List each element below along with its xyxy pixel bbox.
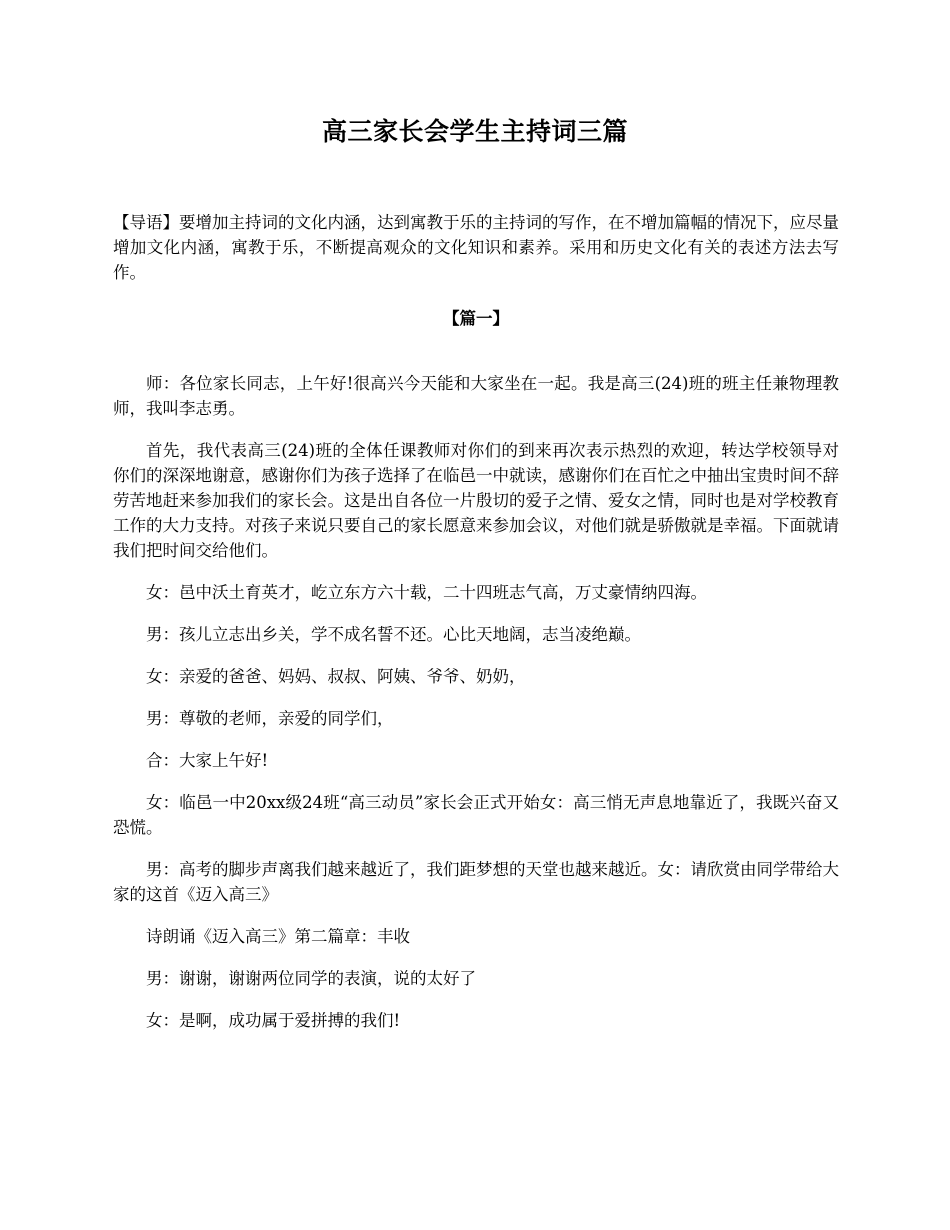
- paragraph: 女：是啊，成功属于爱拼搏的我们!: [146, 1011, 401, 1030]
- paragraph: 诗朗诵《迈入高三》第二篇章：丰收: [146, 927, 410, 946]
- document-title: 高三家长会学生主持词三篇: [321, 117, 628, 146]
- paragraph: 男：尊敬的老师，亲爱的同学们，: [146, 709, 394, 728]
- intro-paragraph: 【导语】要增加主持词的文化内涵，达到寓教于乐的主持词的写作，在不增加篇幅的情况下，应尽量增加文化内涵，寓教于乐，不断提高观众的文化知识和素养。采用和历史文化有关的表述方法去写作。: [113, 213, 839, 282]
- document-body: [113, 210, 839, 1050]
- paragraph: 首先，我代表高三(24)班的全体任课教师对你们的到来再次表示热烈的欢迎，转达学校领导对你们的深深地谢意，感谢你们为孩子选择了在临邑一中就读，感谢你们在百忙之中抽出宝贵时间不辞劳苦地赶来参加我们的家长会。这是出自各位一片殷切的爱子之情、爱女之情，同时也是对学校教育工作的大力支持。对孩子来说只要自己的家长愿意来参加会议，对他们就是骄傲就是幸福。下面就请我们把时间交给他们。: [113, 441, 839, 560]
- paragraph: 女：亲爱的爸爸、妈妈、叔叔、阿姨、爷爷、奶奶，: [146, 667, 526, 686]
- paragraph: 师：各位家长同志，上午好!很高兴今天能和大家坐在一起。我是高三(24)班的班主任兼物理教师，我叫李志勇。: [113, 374, 839, 418]
- paragraph: 男：谢谢，谢谢两位同学的表演，说的太好了: [146, 969, 476, 988]
- section-heading: 【篇一】: [443, 309, 509, 328]
- paragraph: 女：临邑一中20xx级24班“高三动员”家长会正式开始女：高三悄无声息地靠近了，我既兴奋又恐慌。: [113, 793, 839, 837]
- paragraph: 男：孩儿立志出乡关，学不成名誓不还。心比天地阔，志当凌绝巅。: [146, 625, 641, 644]
- paragraph: 合：大家上午好!: [146, 751, 269, 770]
- paragraph: 男：高考的脚步声离我们越来越近了，我们距梦想的天堂也越来越近。女：请欣赏由同学带给大家的这首《迈入高三》: [113, 860, 839, 904]
- paragraph: 女：邑中沃土育英才，屹立东方六十载，二十四班志气高，万丈豪情纳四海。: [146, 583, 707, 602]
